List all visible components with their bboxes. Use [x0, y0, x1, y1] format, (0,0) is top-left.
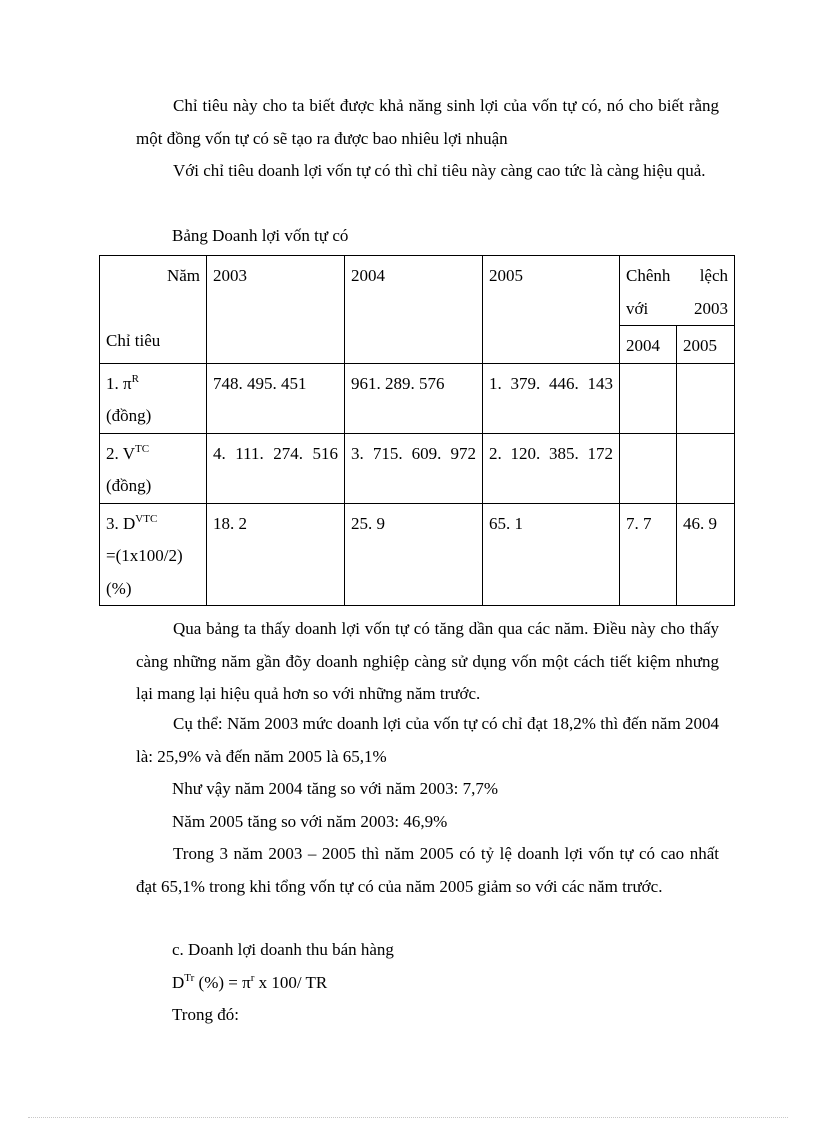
cell-diff: 46. 9 [677, 503, 735, 606]
header-corner-cell [100, 256, 207, 364]
section-heading-c: c. Doanh lợi doanh thu bán hàng [172, 940, 394, 959]
profitability-table [99, 255, 735, 606]
cell-diff: 7. 7 [620, 503, 677, 606]
intro-paragraph-2: Với chỉ tiêu doanh lợi vốn tự có thì chỉ tiêu này càng cao tức là càng hiệu quả. [173, 161, 706, 180]
header-year-label: Năm [166, 266, 200, 285]
cell-value: 4. 111. 274. 516 [207, 433, 345, 503]
cell-value: 25. 9 [345, 503, 483, 606]
cell-value: 2. 120. 385. 172 [483, 433, 620, 503]
table-title: Bảng Doanh lợi vốn tự có [172, 226, 349, 245]
header-year-2004: 2004 [345, 256, 483, 364]
table-row [100, 433, 735, 503]
analysis-paragraph-1: Qua bảng ta thấy doanh lợi vốn tự có tăng dần qua các năm. Điều này cho thấy càng những năm gần đõy doanh nghiệp càng sử dụng vốn một cách tiết kiệm nhưng lại mang lại hiệu quả hơn so với những năm trước. [136, 619, 719, 703]
cell-value: 748. 495. 451 [207, 363, 345, 433]
cell-diff [620, 363, 677, 433]
cell-diff [620, 433, 677, 503]
intro-paragraph-1: Chỉ tiêu này cho ta biết được khả năng sinh lợi của vốn tự có, nó cho biết rằng một đồng vốn tự có sẽ tạo ra được bao nhiêu lợi nhuận [136, 96, 719, 148]
cell-value: 1. 379. 446. 143 [483, 363, 620, 433]
analysis-paragraph-3: Như vậy năm 2004 tăng so với năm 2003: 7,7% [172, 779, 499, 798]
row-label-dvtc: 3. $D^{VTC}$ =(1x100/2) (%) [100, 503, 207, 606]
cell-value: 3. 715. 609. 972 [345, 433, 483, 503]
where-label: Trong đó: [172, 1005, 239, 1024]
analysis-paragraph-2: Cụ thể: Năm 2003 mức doanh lợi của vốn tự có chỉ đạt 18,2% thì đến năm 2004 là: 25,9% và đến năm 2005 là 65,1% [136, 714, 719, 766]
analysis-paragraph-5: Trong 3 năm 2003 – 2005 thì năm 2005 có tỷ lệ doanh lợi vốn tự có cao nhất đạt 65,1% trong khi tổng vốn tự có của năm 2005 giảm so với các năm trước. [136, 844, 719, 896]
row-label-vtc: 2. $V^{TC}$ (đồng) [100, 433, 207, 503]
formula-line: $D^{Tr}$ (%) = $\pi^r$ x 100/ TR [172, 972, 328, 992]
header-diff-2005: 2005 [677, 326, 735, 364]
table-header-row [100, 256, 735, 326]
header-year-2003: 2003 [207, 256, 345, 364]
table-row [100, 503, 735, 606]
header-diff: Chênh lệch với 2003 [620, 256, 735, 326]
header-diff-2004: 2004 [620, 326, 677, 364]
page-footer-divider [28, 1117, 788, 1118]
row-label-pi: 1. $\pi^R$ (đồng) [100, 363, 207, 433]
cell-value: 65. 1 [483, 503, 620, 606]
cell-diff [677, 433, 735, 503]
header-indicator-label: Chỉ tiêu [106, 330, 161, 350]
table-row [100, 363, 735, 433]
header-year-2005: 2005 [483, 256, 620, 364]
analysis-paragraph-4: Năm 2005 tăng so với năm 2003: 46,9% [172, 812, 448, 831]
cell-diff [677, 363, 735, 433]
cell-value: 961. 289. 576 [345, 363, 483, 433]
cell-value: 18. 2 [207, 503, 345, 606]
